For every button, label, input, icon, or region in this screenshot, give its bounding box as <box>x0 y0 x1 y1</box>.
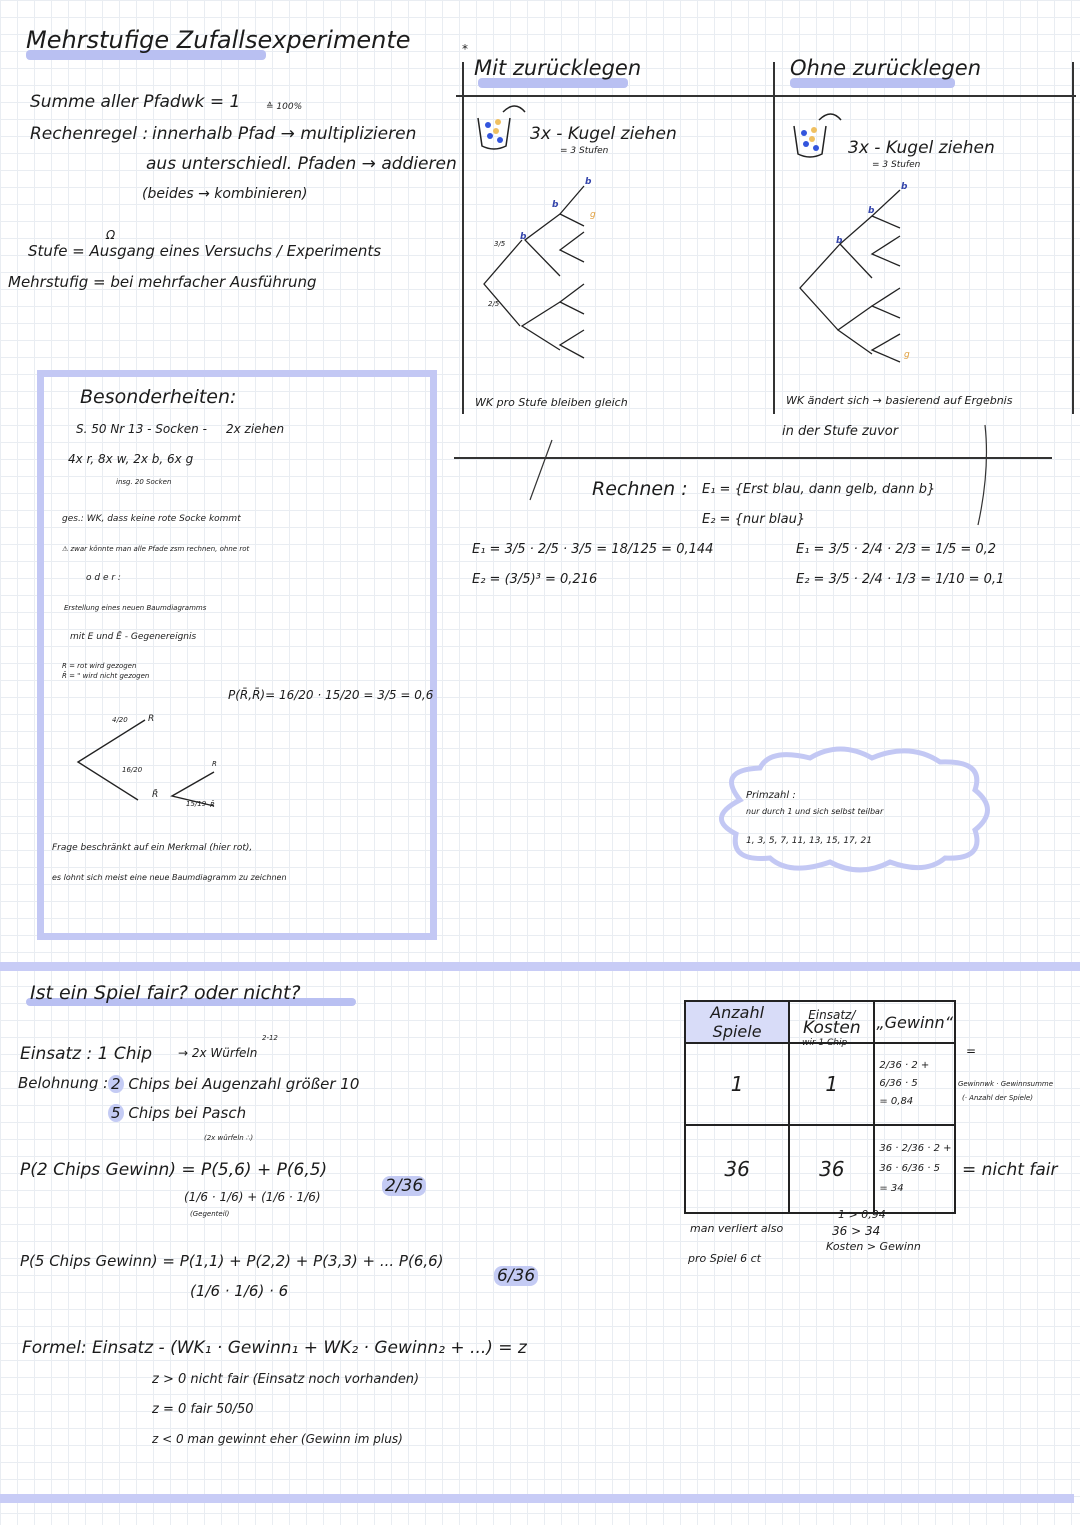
ohne-label-b3: b <box>901 182 908 192</box>
rule-within: innerhalb Pfad → multiplizieren <box>152 124 417 144</box>
r1-kosten: 1 <box>789 1043 874 1125</box>
mit-e2-calc: E₂ = (3/5)³ = 0,216 <box>472 572 598 587</box>
b2-num: 5 <box>108 1104 124 1122</box>
fair-z3: z < 0 man gewinnt eher (Gewinn im plus) <box>152 1432 403 1446</box>
special-draw: 2x ziehen <box>226 422 285 436</box>
special-ref: S. 50 Nr 13 - Socken - <box>76 422 207 436</box>
r2-gewinn <box>874 1125 955 1213</box>
def-mehrstufig: Mehrstufig = bei mehrfacher Ausführung <box>8 273 317 291</box>
table-per-game: pro Spiel 6 ct <box>688 1252 761 1265</box>
fair-b2-row <box>108 1104 246 1122</box>
ohne-label-b: b <box>836 236 843 246</box>
rechnen-rule <box>454 457 1052 459</box>
ohne-label-b2: b <box>868 206 875 216</box>
r2-g3: = 34 <box>879 1183 904 1194</box>
fair-z2: z = 0 fair 50/50 <box>152 1402 254 1417</box>
game-table <box>684 1000 956 1214</box>
b1-num: 2 <box>108 1075 124 1093</box>
mit-prob-b: 3/5 <box>494 240 506 248</box>
socks-p-rbar2: 15/19 <box>186 800 207 808</box>
r1-anzahl: 1 <box>685 1043 789 1125</box>
special-total: insg. 20 Socken <box>116 478 172 486</box>
socks-r: R <box>148 714 155 724</box>
special-warning: ⚠ zwar könnte man alle Pfade zsm rechnen, ohne rot <box>62 545 250 553</box>
ohne-stages: = 3 Stufen <box>872 160 921 170</box>
omega-symbol: Ω <box>106 228 116 242</box>
ohne-right-border <box>1072 62 1074 414</box>
column-divider <box>773 62 775 414</box>
r2-anzahl: 36 <box>685 1125 789 1213</box>
r2-kosten: 36 <box>789 1125 874 1213</box>
special-oder: o d e r : <box>86 573 121 583</box>
fair-heading: Ist ein Spiel fair? oder nicht? <box>30 982 301 1004</box>
rule-sum: Summe aller Pfadwk = 1 <box>30 92 241 112</box>
socks-tree <box>78 720 214 806</box>
socks-p-r: 4/20 <box>112 716 128 724</box>
table-gw2: (· Anzahl der Spiele) <box>962 1094 1033 1102</box>
rechnen-e2-def: E₂ = {nur blau} <box>702 512 806 527</box>
ohne-e1-calc: E₁ = 3/5 · 2/4 · 2/3 = 1/5 = 0,2 <box>796 542 997 557</box>
th-anzahl: Anzahl Spiele <box>685 1001 789 1043</box>
special-heading: Besonderheiten: <box>80 386 237 408</box>
fair-einsatz: Einsatz : 1 Chip <box>20 1044 153 1064</box>
mit-header: Mit zurücklegen <box>474 56 642 80</box>
divider-slash-left <box>530 440 552 500</box>
ohne-footer: WK ändert sich → basierend auf Ergebnis <box>786 394 1013 407</box>
mit-prob-g: 2/5 <box>488 300 500 308</box>
ohne-e2-calc: E₂ = 3/5 · 2/4 · 1/3 = 1/10 = 0,1 <box>796 572 1005 587</box>
special-note2: es lohnt sich meist eine neue Baumdiagramm zu zeichnen <box>52 873 287 882</box>
th-kosten-top: Einsatz/ <box>808 1008 856 1022</box>
star-mark: * <box>462 42 468 56</box>
cloud-title: Primzahl : <box>746 790 796 801</box>
fair-range: 2-12 <box>262 1034 278 1042</box>
socks-rbar: R̄ <box>152 790 159 800</box>
rechnen-label: Rechnen : <box>592 478 688 500</box>
socks-p-rbar: 16/20 <box>122 766 143 774</box>
fair-belohnung: Belohnung : <box>18 1074 109 1092</box>
mit-e1-calc: E₁ = 3/5 · 2/5 · 3/5 = 18/125 = 0,144 <box>472 542 714 557</box>
rule-across: aus unterschiedl. Pfaden → addieren <box>146 154 457 174</box>
special-socks: 4x r, 8x w, 2x b, 6x g <box>68 452 194 466</box>
fair-formel: Formel: Einsatz - (WK₁ · Gewinn₁ + WK₂ · Gewinn₂ + ...) = z <box>22 1338 527 1358</box>
r1-g3: = 0,84 <box>879 1096 914 1107</box>
fair-p2-sub: (1/6 · 1/6) + (1/6 · 1/6) <box>184 1190 321 1204</box>
fair-pasch-note: (2x würfeln ∴) <box>204 1134 254 1142</box>
rechnen-e1-def: E₁ = {Erst blau, dann gelb, dann b} <box>702 482 936 497</box>
mit-tree <box>484 186 584 358</box>
table-eq: = <box>966 1044 977 1058</box>
special-legend-r: R = rot wird gezogen <box>62 662 137 670</box>
rule-label: Rechenregel : <box>30 124 149 144</box>
table-cmp2: 36 > 34 <box>832 1224 881 1238</box>
header-rule <box>456 95 1076 97</box>
ohne-draw: 3x - Kugel ziehen <box>848 138 995 158</box>
fair-z1: z > 0 nicht fair (Einsatz noch vorhanden) <box>152 1372 420 1387</box>
cloud-list: 1, 3, 5, 7, 11, 13, 15, 17, 21 <box>746 836 872 846</box>
table-gw: Gewinnwk · Gewinnsumme <box>958 1080 1054 1088</box>
page-title: Mehrstufige Zufallsexperimente <box>26 26 411 54</box>
fair-p5-result: 6/36 <box>494 1266 538 1286</box>
th-kosten-label: Kosten <box>802 1018 861 1038</box>
fair-b1-row <box>108 1075 359 1093</box>
mit-stages: = 3 Stufen <box>560 146 609 156</box>
r2-g1: 36 · 2/36 · 2 + <box>879 1143 952 1154</box>
rule-both: (beides → kombinieren) <box>142 186 308 202</box>
special-question: ges.: WK, dass keine rote Socke kommt <box>62 514 241 524</box>
special-formula: P(R̄,R̄)= 16/20 · 15/20 = 3/5 = 0,6 <box>228 688 434 702</box>
cloud-def: nur durch 1 und sich selbst teilbar <box>746 807 884 816</box>
th-kosten-note: wir 1 Chip <box>802 1038 848 1048</box>
r1-g2: 6/36 · 5 <box>879 1078 918 1089</box>
table-cmp1: 1 > 0,94 <box>838 1208 886 1221</box>
socks-r2: R <box>212 760 217 768</box>
table-loses: man verliert also <box>690 1222 784 1235</box>
mit-label-b3: b <box>585 177 592 187</box>
b2-text: Chips bei Pasch <box>128 1104 247 1122</box>
ohne-footer2: in der Stufe zuvor <box>782 424 899 439</box>
special-note1: Frage beschränkt auf ein Merkmal (hier rot), <box>52 843 253 853</box>
special-with: mit E und Ē - Gegenereignis <box>70 632 197 642</box>
socks-rbar2: R̄ <box>210 801 215 809</box>
fair-p2-result: 2/36 <box>382 1176 426 1196</box>
ohne-tree <box>800 190 900 362</box>
table-cmp3: Kosten > Gewinn <box>826 1240 921 1253</box>
bottom-band <box>0 1494 1074 1503</box>
fair-p2: P(2 Chips Gewinn) = P(5,6) + P(6,5) <box>20 1160 328 1180</box>
special-new-tree: Erstellung eines neuen Baumdiagramms <box>64 604 207 612</box>
r2-g2: 36 · 6/36 · 5 <box>879 1163 940 1174</box>
section-band <box>0 962 1080 971</box>
ohne-header: Ohne zurücklegen <box>790 56 982 80</box>
mit-footer: WK pro Stufe bleiben gleich <box>475 396 628 409</box>
fair-p2-note: (Gegenteil) <box>190 1210 230 1218</box>
rule-sum-note: ≙ 100% <box>266 102 303 112</box>
fair-p5: P(5 Chips Gewinn) = P(1,1) + P(2,2) + P(3,3) + ... P(6,6) <box>20 1252 444 1270</box>
special-legend-rbar: R̄ = " wird nicht gezogen <box>62 672 150 680</box>
b1-text: Chips bei Augenzahl größer 10 <box>128 1075 360 1093</box>
mit-left-border <box>462 62 464 414</box>
mit-label-b: b <box>520 232 527 242</box>
table-nicht-fair: = nicht fair <box>962 1160 1058 1180</box>
fair-p5-sub: (1/6 · 1/6) · 6 <box>190 1282 289 1300</box>
r1-gewinn <box>874 1043 955 1125</box>
mit-label-g: g <box>590 210 596 220</box>
th-gewinn: „Gewinn“ <box>874 1001 955 1043</box>
mit-label-b2: b <box>552 200 559 210</box>
divider-slash-right <box>978 425 986 525</box>
r1-g1: 2/36 · 2 + <box>879 1060 930 1071</box>
ohne-label-g: g <box>904 350 910 360</box>
def-stufe: Stufe = Ausgang eines Versuchs / Experiments <box>28 242 382 260</box>
th-kosten <box>789 1001 874 1043</box>
fair-dice: → 2x Würfeln <box>178 1046 258 1060</box>
mit-draw: 3x - Kugel ziehen <box>530 124 677 144</box>
